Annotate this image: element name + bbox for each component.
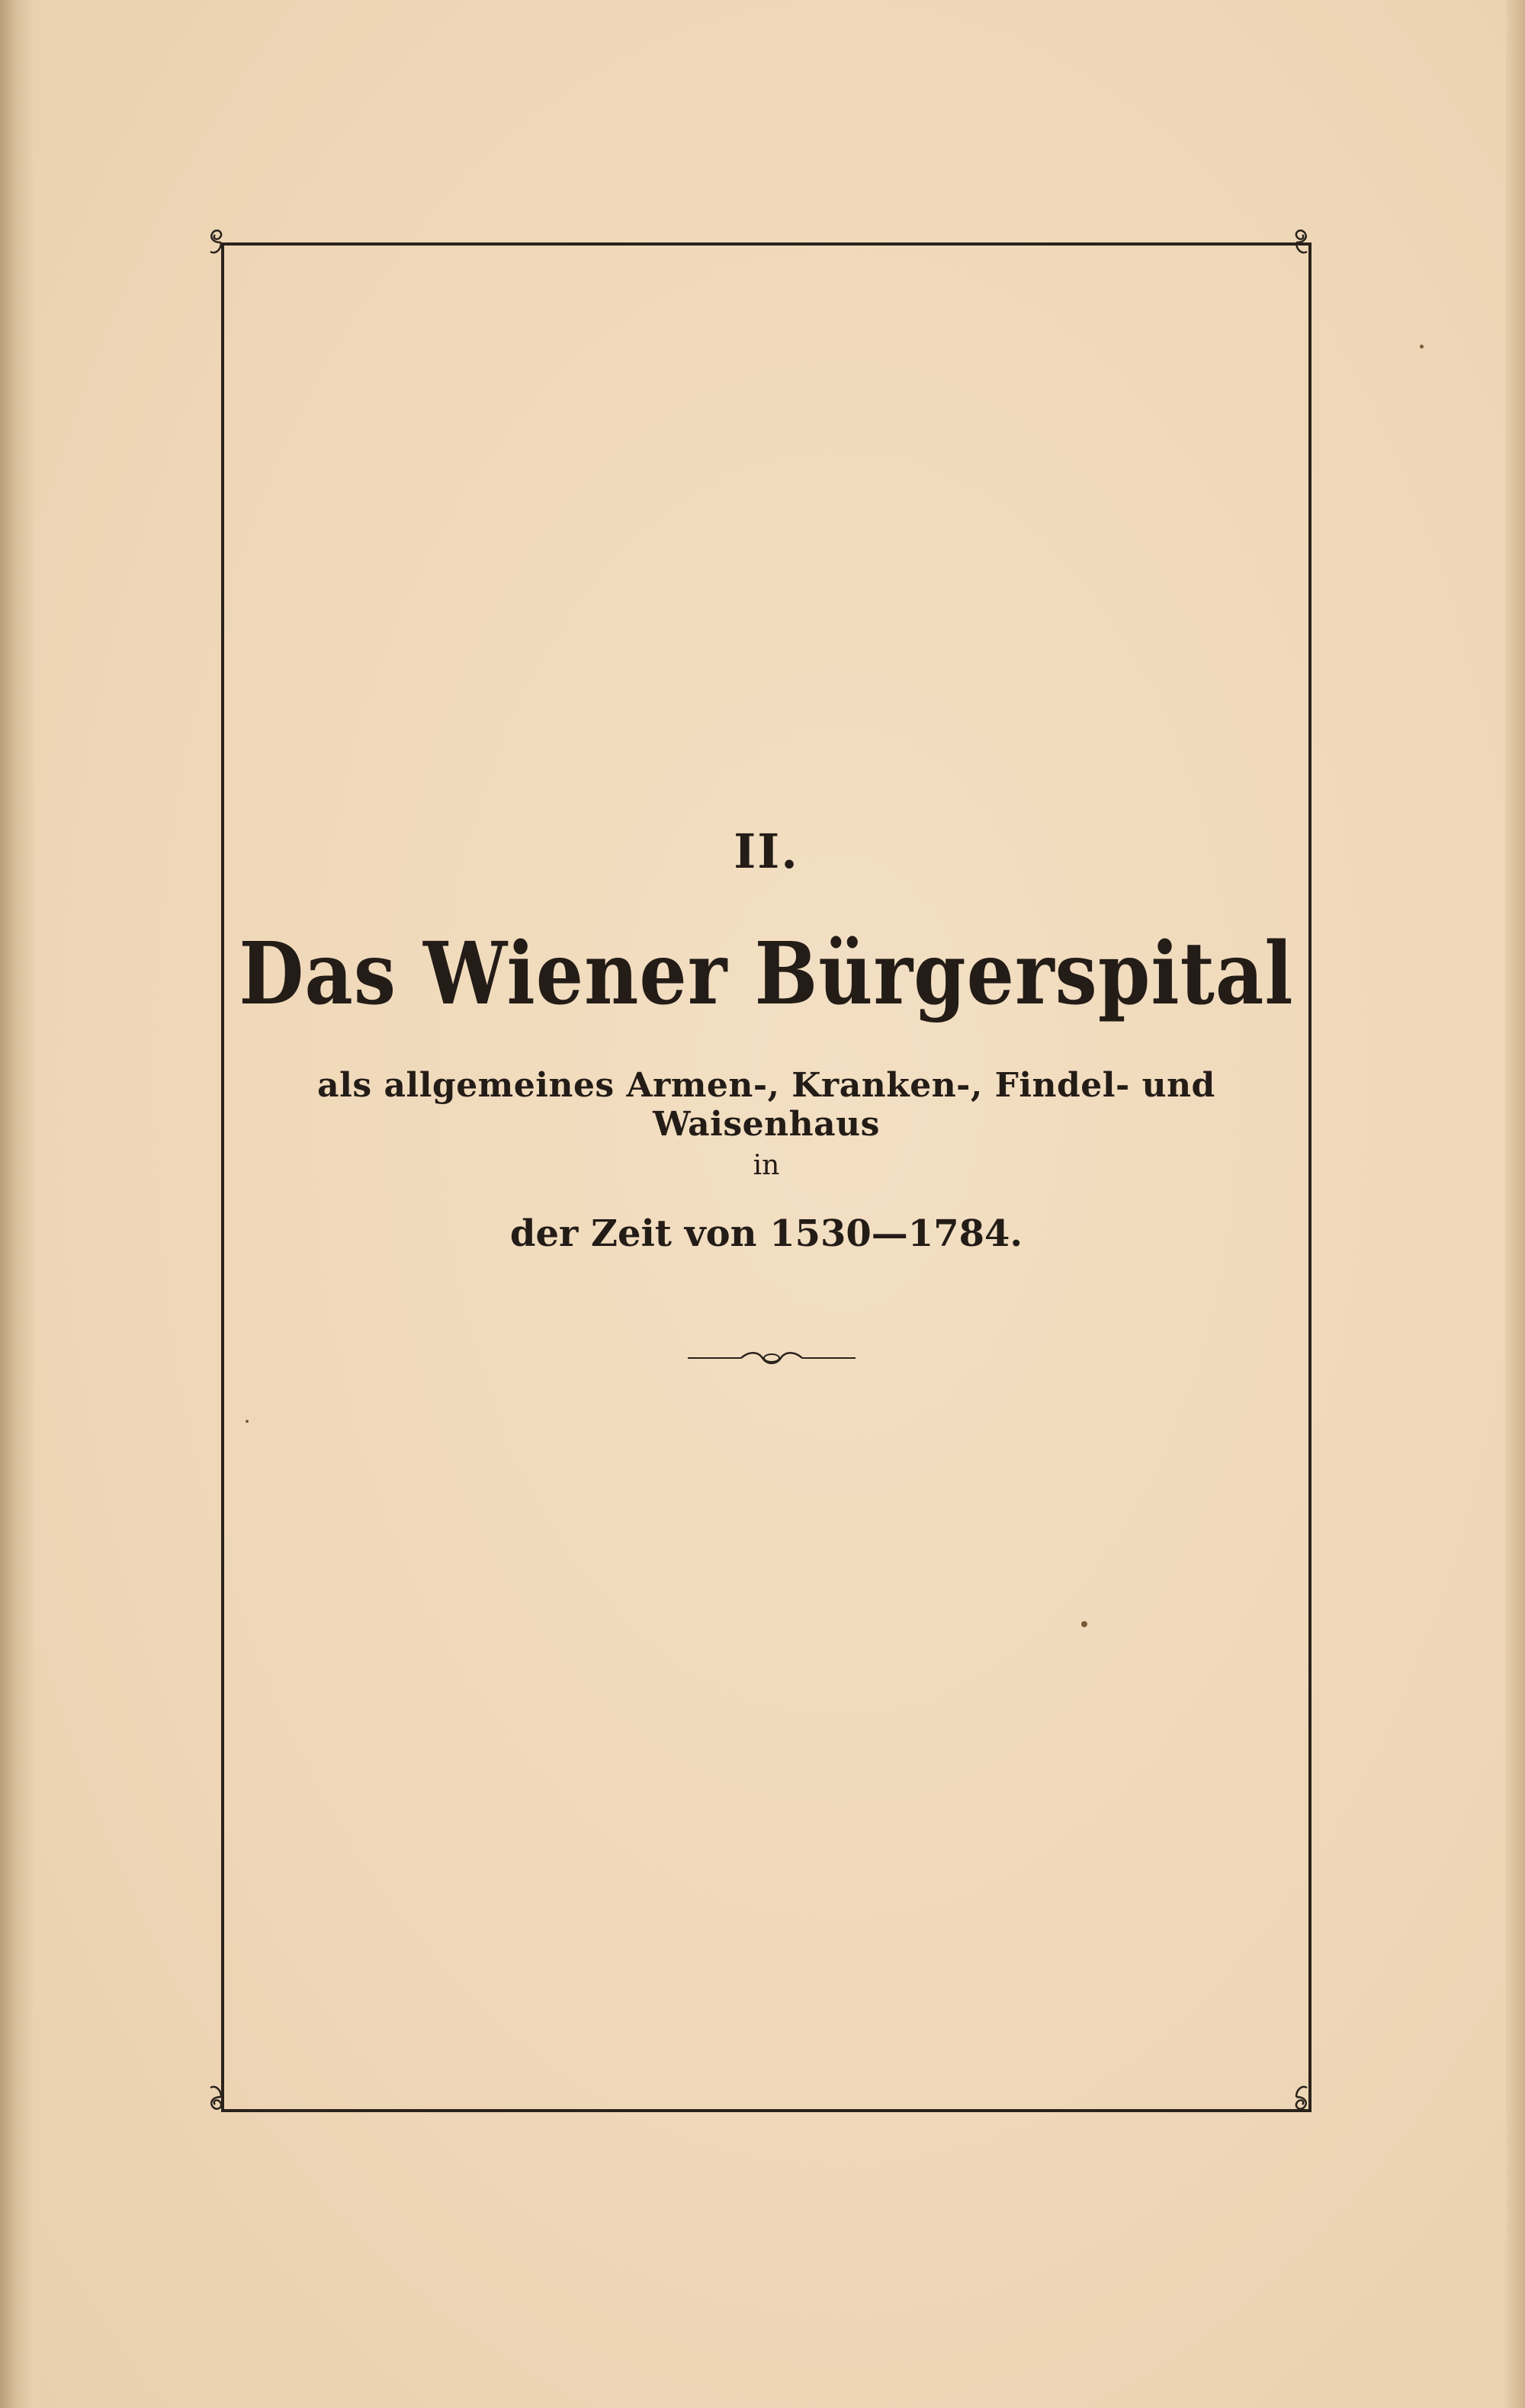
page-edge-shadow — [1505, 0, 1525, 2408]
paper-foxing-spot — [1081, 1621, 1087, 1627]
book-spine-shadow — [0, 0, 35, 2408]
time-period: der Zeit von 1530—1784. — [509, 1212, 1023, 1255]
corner-scroll-icon — [204, 2079, 239, 2114]
page-subtitle: als allgemeines Armen-, Kranken-, Findel- und Waisenhaus — [317, 1066, 1215, 1144]
flourish-divider-icon — [688, 1350, 856, 1366]
paper-foxing-spot — [246, 1420, 249, 1423]
chapter-numeral: II. — [734, 824, 799, 879]
page-title: Das Wiener Bürgerspital — [239, 923, 1294, 1025]
corner-scroll-icon — [204, 226, 239, 261]
paper-foxing-spot — [1420, 345, 1424, 348]
corner-scroll-icon — [1278, 226, 1313, 261]
corner-scroll-icon — [1278, 2079, 1313, 2114]
subtitle-conjunction: in — [753, 1150, 780, 1181]
